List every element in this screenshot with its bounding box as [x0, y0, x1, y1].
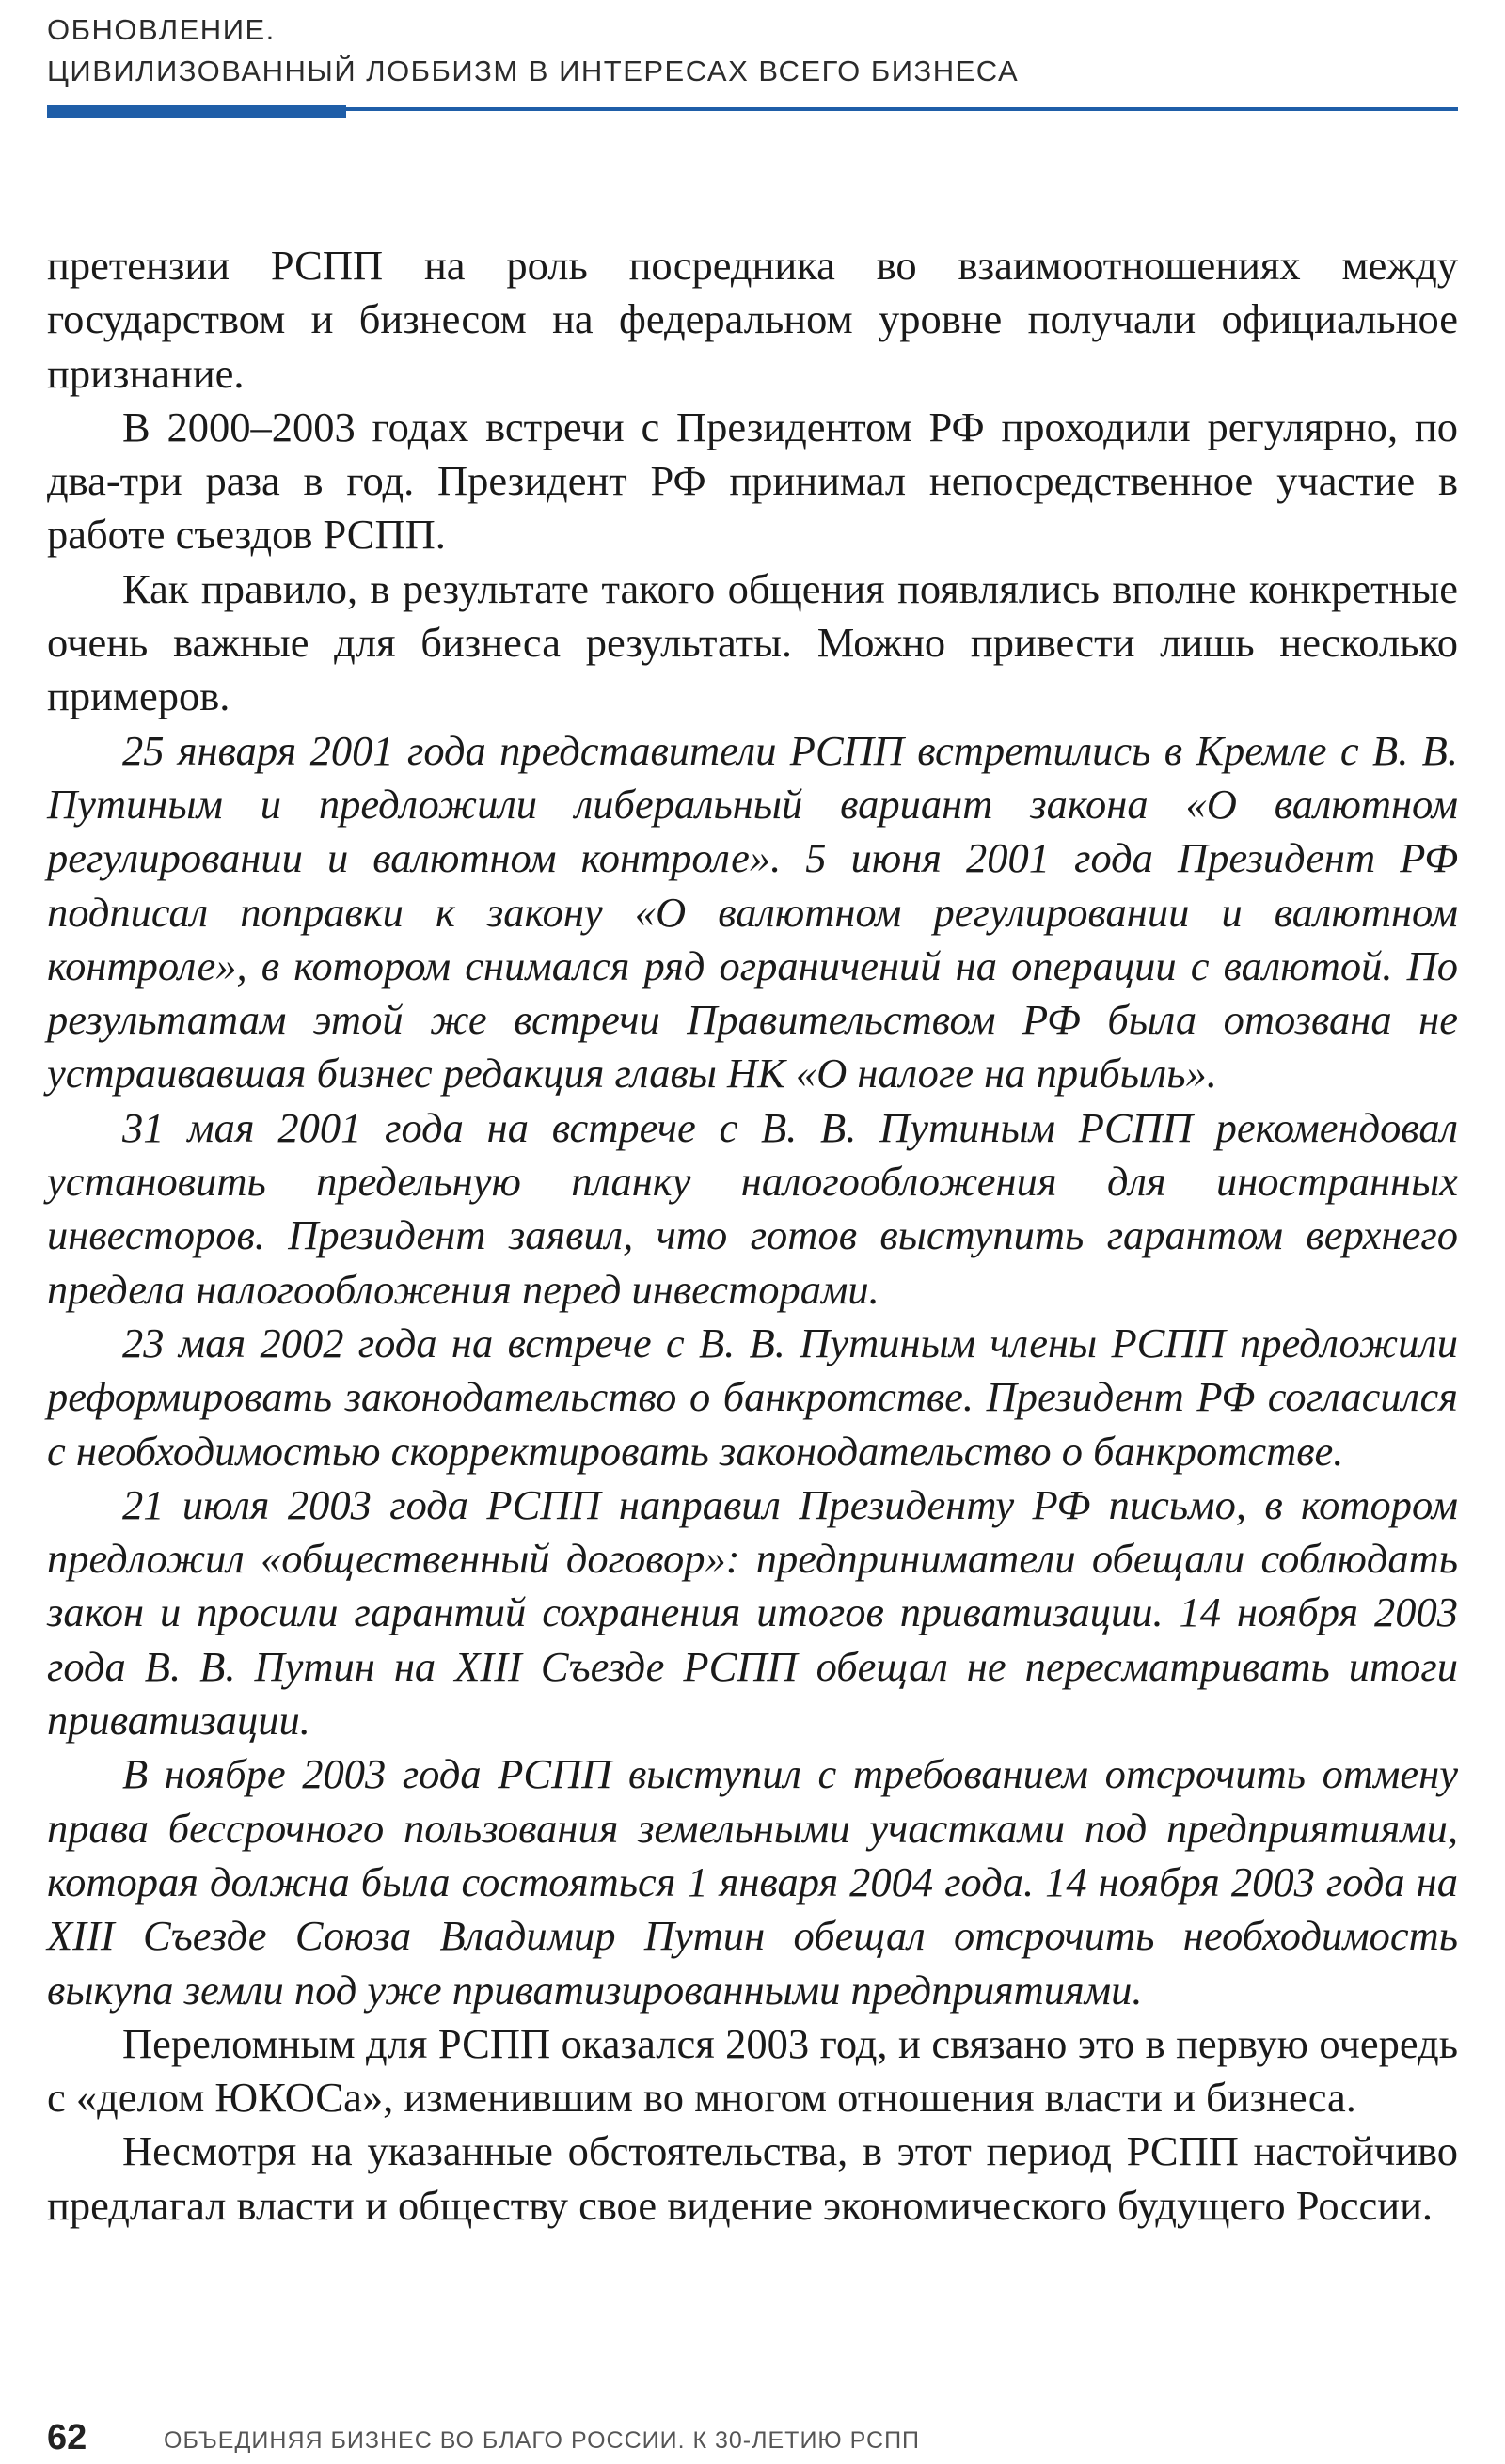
paragraph: Как правило, в результате такого общения появлялись вполне конкретные очень важные для бизнеса результаты. Можно привести лишь несколько примеров.: [47, 564, 1458, 720]
paragraph: В 2000–2003 годах встречи с Президентом РФ проходили регулярно, по два-три раза в год. Президент РФ принимал непосредственное участие в работе съездов РСПП.: [47, 403, 1458, 559]
paragraph-example: 25 января 2001 года представители РСПП встретились в Кремле с В. В. Путиным и предложили либеральный вариант закона «О валютном регулировании и валютном контроле». 5 июня 2001 года Президент РФ подписал поправки к закону «О валютном регулировании и валютном контроле», в котором снимался ряд ограничений на операции с валютой. По результатам этой же встречи Правительством РФ была отозвана не устраивавшая бизнес редакция главы НК «О налоге на прибыль».: [47, 726, 1458, 1098]
paragraph-example: В ноябре 2003 года РСПП выступил с требованием отсрочить отмену права бессрочного пользования земельными участками под предприятиями, которая должна была состояться 1 января 2004 года. 14 ноября 2003 года на XIII Съезде Союза Владимир Путин обещал отсрочить необходимость выкупа земли под уже приватизированными предприятиями.: [47, 1750, 1458, 2014]
paragraph: Несмотря на указанные обстоятельства, в этот период РСПП настойчиво предлагал власти и обществу свое видение экономического будущего России.: [47, 2127, 1458, 2229]
header-chapter-title: ЦИВИЛИЗОВАННЫЙ ЛОББИЗМ В ИНТЕРЕСАХ ВСЕГО БИЗНЕСА: [47, 55, 1020, 87]
paragraph-example: 23 мая 2002 года на встрече с В. В. Путиным члены РСПП предложили реформировать законодательство о банкротстве. Президент РФ согласился с необходимостью скорректировать законодательство о банкротстве.: [47, 1319, 1458, 1475]
paragraph-example: 31 мая 2001 года на встрече с В. В. Путиным РСПП рекомендовал установить предельную планку налогообложения для иностранных инвесторов. Президент заявил, что готов выступить гарантом верхнего предела налогообложения перед инвесторами.: [47, 1103, 1458, 1313]
body-text: [47, 239, 1458, 2233]
running-header: [47, 9, 1458, 92]
book-title: ОБЪЕДИНЯЯ БИЗНЕС ВО БЛАГО РОССИИ. К 30-ЛЕТИЮ РСПП: [164, 2427, 921, 2454]
header-section-title: ОБНОВЛЕНИЕ.: [47, 13, 276, 46]
header-rule-accent: [47, 105, 346, 118]
paragraph-example: 21 июля 2003 года РСПП направил Президенту РФ письмо, в котором предложил «общественный договор»: предприниматели обещали соблюдать закон и просили гарантий сохранения итогов приватизации. 14 ноября 2003 года В. В. Путин на XIII Съезде РСПП обещал не пересматривать итоги приватизации.: [47, 1480, 1458, 1745]
paragraph: Переломным для РСПП оказался 2003 год, и связано это в первую очередь с «делом ЮКОСа», изменившим во многом отношения власти и бизнеса.: [47, 2019, 1458, 2122]
page-footer: [47, 2419, 1458, 2456]
paragraph: претензии РСПП на роль посредника во взаимоотношениях между государством и бизнесом на федеральном уровне получали официальное признание.: [47, 242, 1458, 397]
page-number: 62: [47, 2418, 87, 2457]
